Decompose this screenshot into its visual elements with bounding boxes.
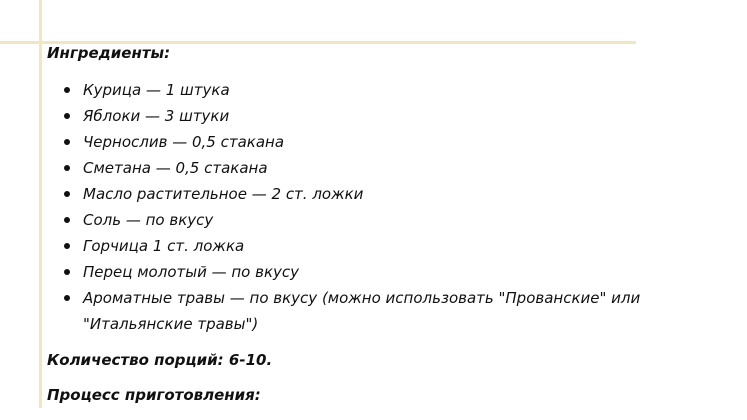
list-item	[47, 207, 687, 233]
ingredient-text: Сметана — 0,5 стакана	[83, 159, 268, 177]
ingredient-text: Перец молотый — по вкусу	[83, 263, 300, 281]
ingredient-text: Соль — по вкусу	[83, 211, 214, 229]
list-item	[47, 285, 687, 337]
ingredients-heading: Ингредиенты:	[47, 44, 171, 62]
servings-line: Количество порций: 6-10.	[47, 351, 273, 369]
ingredient-text: Яблоки — 3 штуки	[83, 107, 230, 125]
bullet-icon	[64, 113, 70, 119]
ingredient-text: Масло растительное — 2 ст. ложки	[83, 185, 364, 203]
ingredient-text: Горчица 1 ст. ложка	[83, 237, 245, 255]
bullet-icon	[64, 87, 70, 93]
list-item	[47, 155, 687, 181]
bullet-icon	[64, 295, 70, 301]
bullet-icon	[64, 191, 70, 197]
bullet-icon	[64, 165, 70, 171]
list-item	[47, 77, 687, 103]
bullet-icon	[64, 139, 70, 145]
list-item	[47, 259, 687, 285]
ingredient-text: Чернослив — 0,5 стакана	[83, 133, 285, 151]
ingredients-list	[47, 77, 687, 337]
bullet-icon	[64, 269, 70, 275]
list-item	[47, 129, 687, 155]
bullet-icon	[64, 217, 70, 223]
process-heading: Процесс приготовления:	[47, 386, 261, 404]
ingredient-text: Ароматные травы — по вкусу (можно использовать "Прованские" или "Итальянские травы")	[83, 289, 641, 333]
ingredient-text: Курица — 1 штука	[83, 81, 230, 99]
list-item	[47, 181, 687, 207]
list-item	[47, 103, 687, 129]
list-item	[47, 233, 687, 259]
page-margin-guide-vertical	[39, 0, 42, 408]
bullet-icon	[64, 243, 70, 249]
